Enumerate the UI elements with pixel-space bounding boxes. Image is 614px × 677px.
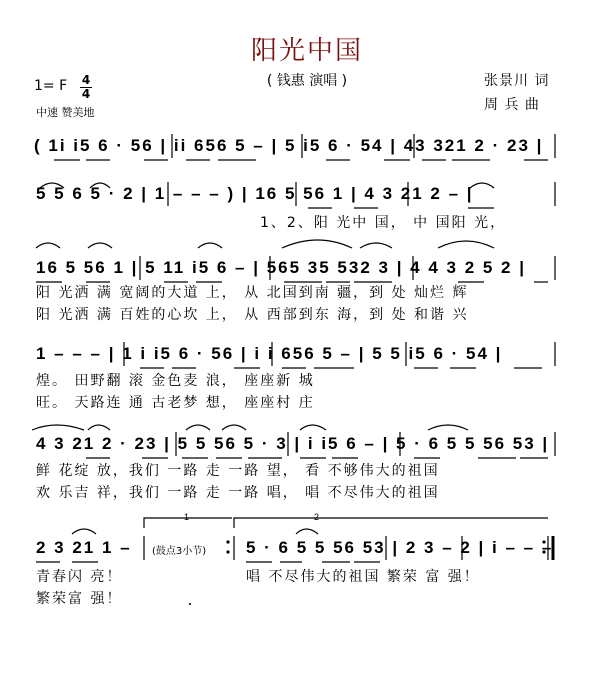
time-signature-top: 4: [81, 73, 91, 87]
lyric-row-4-verse-1: 煌。 田野翻 滚 金色麦 浪， 座座新 城: [36, 373, 315, 389]
score-row-2: 5 5 6 5 · 2 | 1 – – – ) | 16 5 56 1 | 4 3 21 2 – |: [36, 184, 474, 203]
key-signature: 1= F: [34, 78, 68, 94]
lyric-row-6-verse-1a: 青春闪 亮！: [36, 569, 123, 585]
lyric-row-5-verse-1: 鲜 花绽 放，我们 一路 走 一路 望， 看 不够伟大的祖国: [36, 463, 440, 479]
lyric-row-6-verse-1b: 唱 不尽伟大的祖国 繁荣 富 强！: [246, 569, 480, 585]
lyric-row-2-verse-1: 1、2、阳 光中 国， 中 国阳 光，: [260, 215, 507, 231]
score-row-1: ( 1i i5 6 · 56 | ii 656 5 – | 5 i5 6 · 54 | 43 321 2 · 23 |: [34, 136, 544, 155]
lyric-row-3-verse-2: 阳 光洒 满 百姓的心坎 上， 从 西部到东 海，到 处 和谐 兴: [36, 307, 469, 323]
lyric-row-4-verse-2: 旺。 天路连 通 古老梦 想， 座座村 庄: [36, 395, 315, 411]
lyricist-credit: 张景川 词: [484, 73, 550, 89]
drum-note: (鼓点3小节): [152, 546, 207, 557]
singer-credit: ( 钱惠 演唱 ): [266, 73, 348, 89]
song-title: 阳光中国: [250, 36, 363, 66]
score-row-4: 1 – – – | 1 i i5 6 · 56 | i i 656 5 – | 5 5 i5 6 · 54 |: [36, 344, 503, 363]
score-row-6a: 2 3 21 1 –: [36, 538, 132, 557]
lyric-row-6-verse-2a: 繁荣富 强！: [36, 591, 123, 607]
composer-credit: 周 兵 曲: [484, 97, 540, 113]
tempo-marking: 中速 赞美地: [36, 106, 95, 119]
score-row-3: 16 5 56 1 | 5 11 i5 6 – | 565 35 532 3 | 4 4 3 2 5 2 |: [36, 258, 526, 277]
volta-2-label: 2: [314, 512, 320, 522]
lyric-row-5-verse-2: 欢 乐吉 祥，我们 一路 走 一路 唱， 唱 不尽伟大的祖国: [36, 485, 440, 501]
lyric-row-3-verse-1: 阳 光洒 满 宽阔的大道 上， 从 北国到南 疆，到 处 灿烂 辉: [36, 285, 469, 301]
score-row-6b: 5 · 6 5 5 56 53 | 2 3 – 2 | i – – –: [246, 538, 554, 557]
score-row-5: 4 3 21 2 · 23 | 5 5 56 5 · 3 | i i5 6 – | 5 · 6 5 5 56 53 |: [36, 434, 550, 453]
time-signature-bottom: 4: [81, 87, 91, 101]
volta-1-label: 1: [184, 512, 190, 522]
